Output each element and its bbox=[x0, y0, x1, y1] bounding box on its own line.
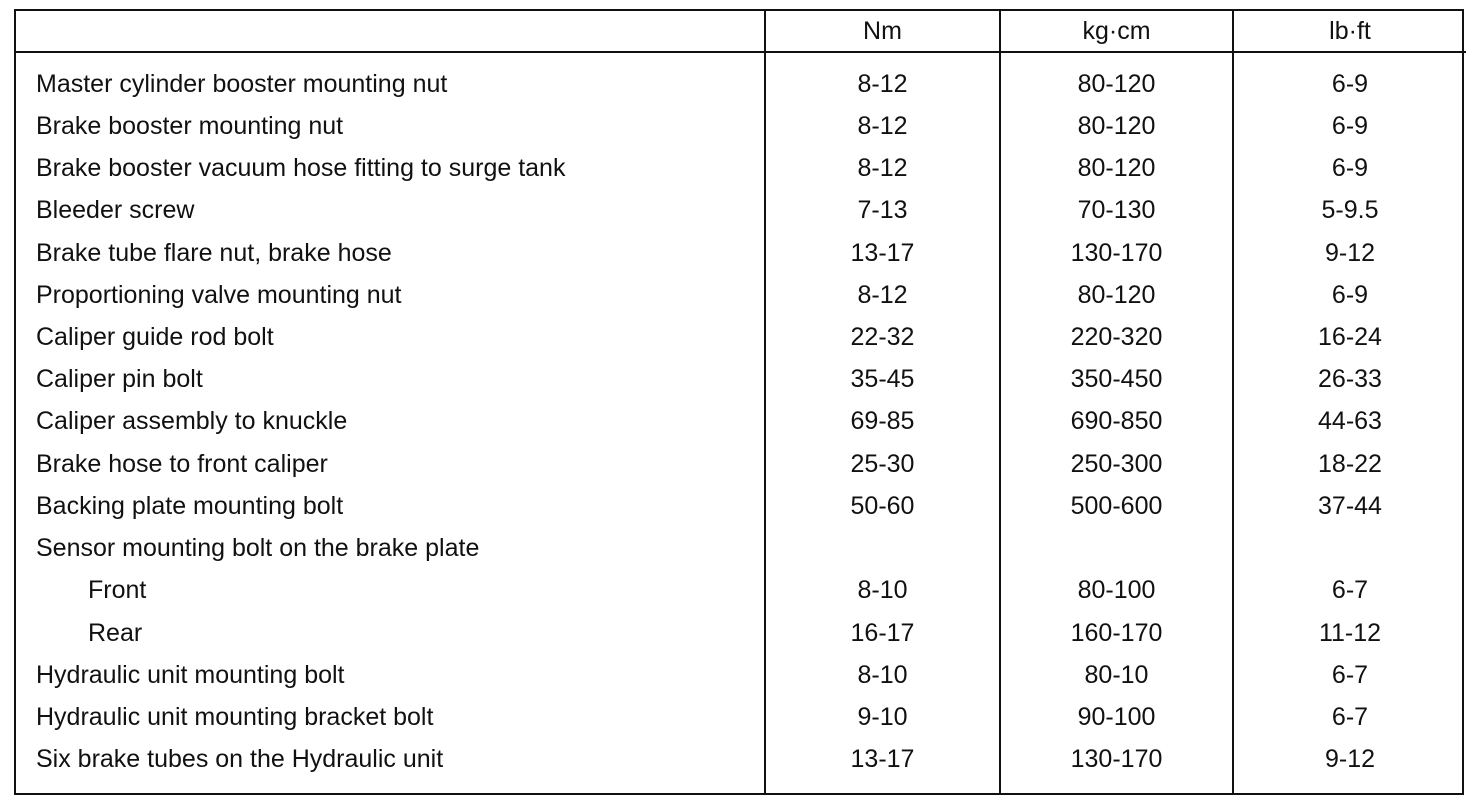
row-value-lbft bbox=[1233, 527, 1466, 569]
row-value-kgcm: 90-100 bbox=[1000, 696, 1233, 738]
header-nm: Nm bbox=[765, 11, 1000, 52]
row-value-nm: 8-12 bbox=[765, 274, 1000, 316]
row-value-lbft: 6-7 bbox=[1233, 654, 1466, 696]
header-item bbox=[16, 11, 765, 52]
row-value-kgcm: 70-130 bbox=[1000, 190, 1233, 232]
row-item-label: Front bbox=[88, 576, 147, 605]
row-value-nm: 13-17 bbox=[765, 739, 1000, 793]
table-row bbox=[16, 148, 1466, 190]
row-item-label: Bleeder screw bbox=[36, 196, 195, 225]
row-value-nm: 69-85 bbox=[765, 401, 1000, 443]
table-header-row bbox=[16, 11, 1466, 52]
row-value-lbft: 44-63 bbox=[1233, 401, 1466, 443]
row-value-kgcm: 220-320 bbox=[1000, 316, 1233, 358]
row-value-lbft: 9-12 bbox=[1233, 232, 1466, 274]
row-value-kgcm: 130-170 bbox=[1000, 739, 1233, 793]
row-value-lbft: 6-7 bbox=[1233, 696, 1466, 738]
table-row bbox=[16, 654, 1466, 696]
row-value-nm: 22-32 bbox=[765, 316, 1000, 358]
row-value-nm: 16-17 bbox=[765, 612, 1000, 654]
torque-spec-table bbox=[14, 9, 1464, 795]
table-row bbox=[16, 401, 1466, 443]
row-value-lbft: 6-7 bbox=[1233, 570, 1466, 612]
row-item-label: Rear bbox=[88, 618, 143, 647]
row-value-nm: 8-10 bbox=[765, 654, 1000, 696]
table-row bbox=[16, 527, 1466, 569]
row-value-kgcm: 80-120 bbox=[1000, 52, 1233, 105]
row-item-label: Proportioning valve mounting nut bbox=[36, 280, 402, 309]
table-row bbox=[16, 443, 1466, 485]
row-value-lbft: 11-12 bbox=[1233, 612, 1466, 654]
row-item-label: Brake hose to front caliper bbox=[36, 449, 328, 478]
row-value-kgcm: 80-120 bbox=[1000, 148, 1233, 190]
row-value-nm: 35-45 bbox=[765, 359, 1000, 401]
row-item-label: Caliper assembly to knuckle bbox=[36, 407, 348, 436]
row-value-nm bbox=[765, 527, 1000, 569]
row-item-label: Brake tube flare nut, brake hose bbox=[36, 238, 392, 267]
row-value-kgcm: 500-600 bbox=[1000, 485, 1233, 527]
table-row bbox=[16, 485, 1466, 527]
row-value-lbft: 26-33 bbox=[1233, 359, 1466, 401]
row-value-lbft: 37-44 bbox=[1233, 485, 1466, 527]
table-row bbox=[16, 570, 1466, 612]
row-value-nm: 25-30 bbox=[765, 443, 1000, 485]
row-value-nm: 9-10 bbox=[765, 696, 1000, 738]
row-value-kgcm: 130-170 bbox=[1000, 232, 1233, 274]
row-value-kgcm: 250-300 bbox=[1000, 443, 1233, 485]
row-value-lbft: 6-9 bbox=[1233, 105, 1466, 147]
row-value-lbft: 16-24 bbox=[1233, 316, 1466, 358]
table-row bbox=[16, 105, 1466, 147]
table-row bbox=[16, 52, 1466, 105]
row-item-label: Brake booster vacuum hose fitting to surge tank bbox=[36, 154, 566, 183]
row-value-nm: 50-60 bbox=[765, 485, 1000, 527]
row-value-lbft: 5-9.5 bbox=[1233, 190, 1466, 232]
row-value-nm: 8-10 bbox=[765, 570, 1000, 612]
row-item-label: Master cylinder booster mounting nut bbox=[36, 69, 448, 98]
table-body bbox=[16, 52, 1466, 793]
row-value-lbft: 9-12 bbox=[1233, 739, 1466, 793]
table-row bbox=[16, 316, 1466, 358]
torque-table-grid bbox=[16, 11, 1466, 793]
row-value-lbft: 18-22 bbox=[1233, 443, 1466, 485]
table-row bbox=[16, 190, 1466, 232]
row-item-label: Hydraulic unit mounting bracket bolt bbox=[36, 702, 434, 731]
row-value-nm: 8-12 bbox=[765, 52, 1000, 105]
table-row bbox=[16, 696, 1466, 738]
row-item-label: Six brake tubes on the Hydraulic unit bbox=[36, 745, 444, 774]
row-value-nm: 13-17 bbox=[765, 232, 1000, 274]
row-value-kgcm: 80-120 bbox=[1000, 105, 1233, 147]
table-row bbox=[16, 232, 1466, 274]
row-value-lbft: 6-9 bbox=[1233, 52, 1466, 105]
row-item-label: Sensor mounting bolt on the brake plate bbox=[36, 534, 480, 563]
row-item-label: Hydraulic unit mounting bolt bbox=[36, 660, 345, 689]
row-value-nm: 8-12 bbox=[765, 105, 1000, 147]
row-value-kgcm: 350-450 bbox=[1000, 359, 1233, 401]
row-value-kgcm: 80-120 bbox=[1000, 274, 1233, 316]
row-value-kgcm: 80-100 bbox=[1000, 570, 1233, 612]
table-row bbox=[16, 359, 1466, 401]
row-value-nm: 8-12 bbox=[765, 148, 1000, 190]
row-value-kgcm bbox=[1000, 527, 1233, 569]
row-item-label: Brake booster mounting nut bbox=[36, 111, 344, 140]
row-item-label: Caliper pin bolt bbox=[36, 365, 203, 394]
header-kgcm: kg·cm bbox=[1000, 11, 1233, 52]
row-value-kgcm: 690-850 bbox=[1000, 401, 1233, 443]
row-item-label: Backing plate mounting bolt bbox=[36, 491, 344, 520]
row-value-kgcm: 80-10 bbox=[1000, 654, 1233, 696]
table-row bbox=[16, 274, 1466, 316]
row-value-kgcm: 160-170 bbox=[1000, 612, 1233, 654]
row-value-lbft: 6-9 bbox=[1233, 148, 1466, 190]
header-lbft: lb·ft bbox=[1233, 11, 1466, 52]
row-value-nm: 7-13 bbox=[765, 190, 1000, 232]
table-row bbox=[16, 739, 1466, 793]
row-value-lbft: 6-9 bbox=[1233, 274, 1466, 316]
table-row bbox=[16, 612, 1466, 654]
row-item-label: Caliper guide rod bolt bbox=[36, 322, 274, 351]
